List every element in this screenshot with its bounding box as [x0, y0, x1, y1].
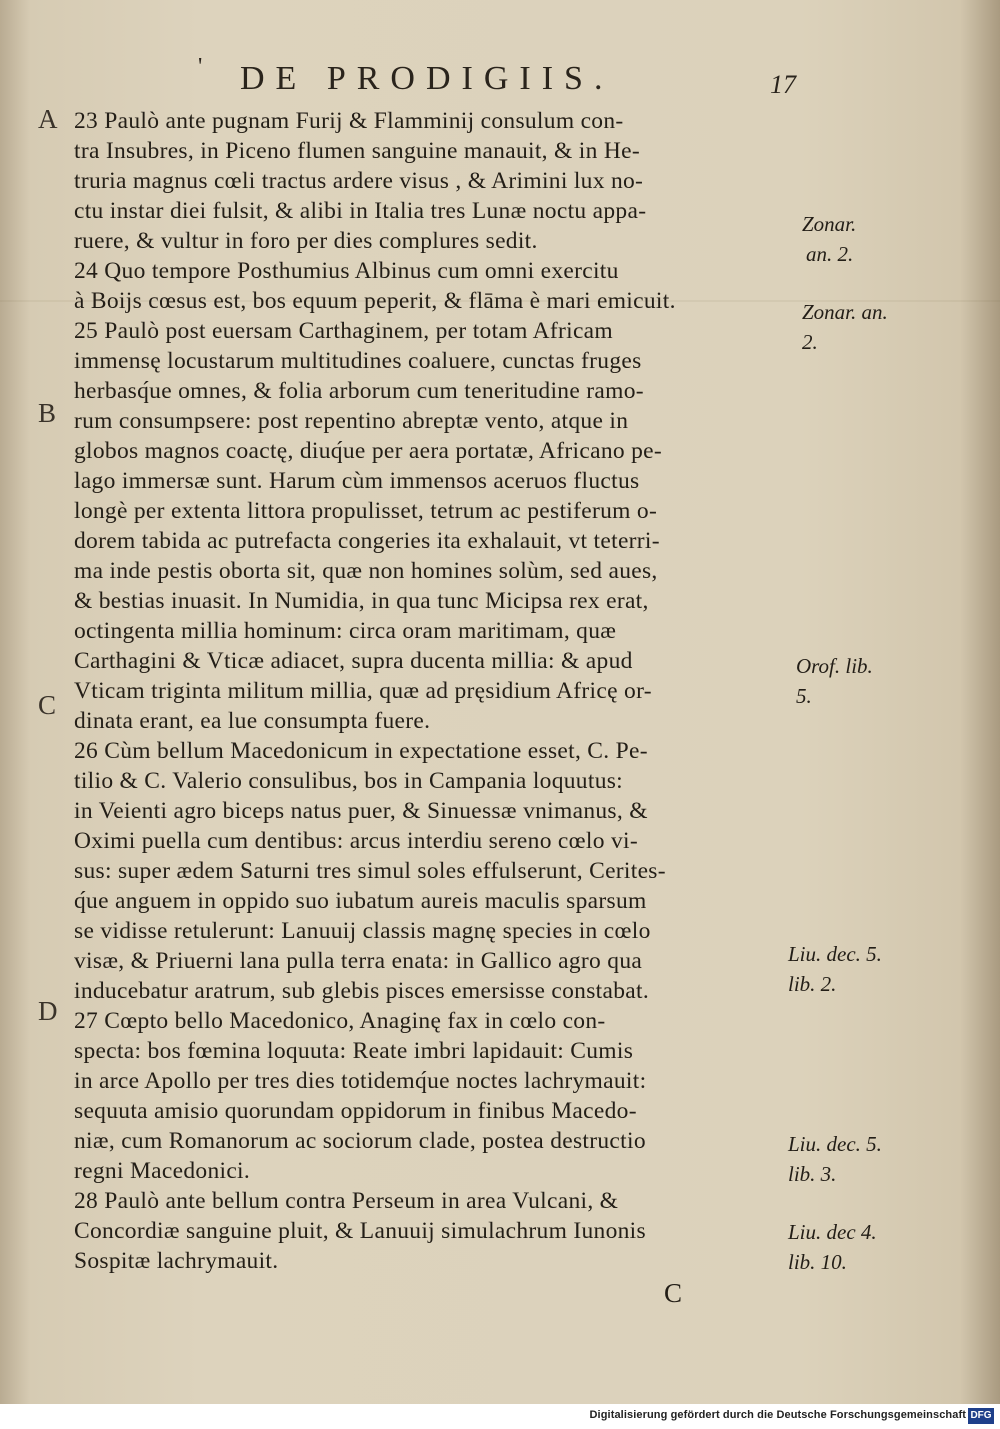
margin-letter-c: C: [38, 690, 57, 720]
text-line: 27 Cœpto bello Macedonico, Anaginę fax in cœlo con-: [74, 1008, 606, 1034]
text-line: Carthagini & Vticæ adiacet, supra ducenta millia: & apud: [74, 648, 633, 674]
marginal-note: Liu. dec 4.: [788, 1220, 877, 1244]
marginal-note: lib. 3.: [788, 1162, 837, 1186]
text-line: Oximi puella cum dentibus: arcus interdiu sereno cœlo vi-: [74, 828, 638, 854]
text-line: globos magnos coactę, diuq́ue per aera portatæ, Africano pe-: [74, 438, 663, 464]
text-line: Sospitæ lachrymauit.: [74, 1248, 279, 1274]
marginal-note: Zonar.: [802, 212, 857, 236]
text-line: longè per extenta littora propulisset, tetrum ac pestiferum o-: [74, 498, 658, 524]
margin-letter-a: A: [38, 104, 58, 134]
text-line: rum consumpsere: post repentino abreptæ vento, atque in: [74, 408, 629, 434]
text-line: sus: super ædem Saturni tres simul soles effulserunt, Cerites-: [74, 858, 666, 884]
text-line: in Veienti agro biceps natus puer, & Sinuessæ vnimanus, &: [74, 798, 648, 824]
funding-notice: Digitalisierung gefördert durch die Deutsche Forschungsgemeinschaft: [589, 1409, 966, 1421]
page-number: 17: [770, 70, 796, 99]
marginal-note: lib. 2.: [788, 972, 837, 996]
footer-bar: [0, 1404, 1000, 1429]
text-line: dinata erant, ea lue consumpta fuere.: [74, 708, 431, 734]
text-line: truria magnus cœli tractus ardere visus , & Arimini lux no-: [74, 168, 644, 194]
text-line: sequuta amisio quorundam oppidorum in finibus Macedo-: [74, 1098, 637, 1124]
text-line: lago immersæ sunt. Harum cùm immensos aceruos fluctus: [74, 468, 640, 494]
text-line: ruere, & vultur in foro per dies complures sedit.: [74, 228, 538, 254]
text-line: 25 Paulò post euersam Carthaginem, per totam Africam: [74, 318, 613, 344]
marginal-note: lib. 10.: [788, 1250, 847, 1274]
text-line: dorem tabida ac putrefacta congeries ita exhalauit, vt teterri-: [74, 528, 660, 554]
marginal-note: Orof. lib.: [796, 654, 873, 678]
text-line: 26 Cùm bellum Macedonicum in expectatione esset, C. Pe-: [74, 738, 648, 764]
page-title: DE PRODIGIIS.: [240, 60, 614, 97]
text-line: 24 Quo tempore Posthumius Albinus cum omni exercitu: [74, 258, 619, 284]
margin-letter-d: D: [38, 996, 58, 1026]
text-line: ma inde pestis oborta sit, quæ non homines solùm, sed aues,: [74, 558, 658, 584]
text-line: tilio & C. Valerio consulibus, bos in Campania loquutus:: [74, 768, 624, 794]
header-mark: ': [198, 54, 203, 80]
text-line: niæ, cum Romanorum ac sociorum clade, postea destructio: [74, 1128, 646, 1154]
text-line: tra Insubres, in Piceno flumen sanguine manauit, & in He-: [74, 138, 640, 164]
catchword: C: [664, 1278, 683, 1308]
text-line: visæ, & Priuerni lana pulla terra enata: in Gallico agro qua: [74, 948, 643, 974]
marginal-note: Zonar. an.: [802, 300, 888, 324]
text-line: herbasq́ue omnes, & folia arborum cum teneritudine ramo-: [74, 378, 644, 404]
text-line: 23 Paulò ante pugnam Furij & Flamminij consulum con-: [74, 108, 624, 134]
text-line: ctu instar diei fulsit, & alibi in Italia tres Lunæ noctu appa-: [74, 198, 647, 224]
margin-letter-b: B: [38, 398, 57, 428]
marginal-note: 2.: [802, 330, 818, 354]
running-header: [0, 54, 1000, 100]
text-line: Concordiæ sanguine pluit, & Lanuuij simulachrum Iunonis: [74, 1218, 646, 1244]
text-line: in arce Apollo per tres dies totidemq́ue noctes lachrymauit:: [74, 1068, 647, 1094]
text-line: Vticam triginta militum millia, quæ ad pręsidium Africę or-: [74, 678, 652, 704]
text-line: octingenta millia hominum: circa oram maritimam, quæ: [74, 618, 617, 644]
text-line: 28 Paulò ante bellum contra Perseum in area Vulcani, &: [74, 1188, 619, 1214]
dfg-logo-icon: DFG: [968, 1408, 994, 1424]
text-line: se vidisse retulerunt: Lanuuij classis magnę species in cœlo: [74, 918, 651, 944]
text-line: q́ue anguem in oppido suo iubatum aureis maculis sparsum: [74, 888, 647, 914]
text-line: specta: bos fœmina loquuta: Reate imbri lapidauit: Cumis: [74, 1038, 634, 1064]
text-line: immensę locustarum multitudines coaluere, cunctas fruges: [74, 348, 642, 374]
marginal-note: Liu. dec. 5.: [788, 942, 882, 966]
text-line: inducebatur aratrum, sub glebis pisces emersisse constabat.: [74, 978, 650, 1004]
marginal-note: Liu. dec. 5.: [788, 1132, 882, 1156]
marginal-note: 5.: [796, 684, 812, 708]
marginal-note: an. 2.: [806, 242, 854, 266]
text-line: regni Macedonici.: [74, 1158, 251, 1184]
text-line: & bestias inuasit. In Numidia, in qua tunc Micipsa rex erat,: [74, 588, 649, 614]
text-line: à Boijs cœsus est, bos equum peperit, & flāma è mari emicuit.: [74, 288, 676, 314]
